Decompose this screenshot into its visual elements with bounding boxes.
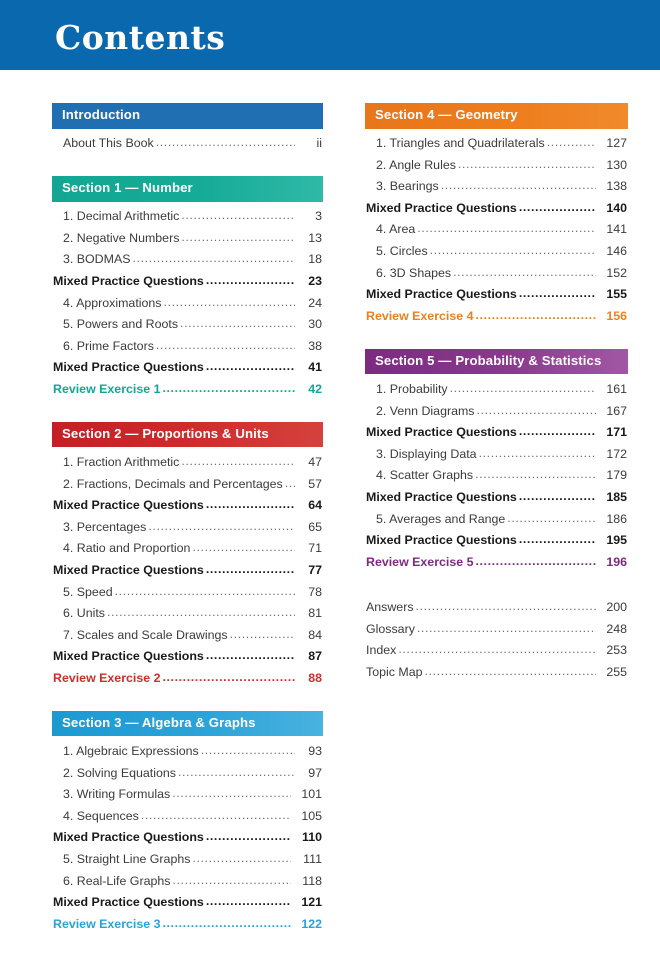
toc-entry-title: 4. Sequences xyxy=(63,808,139,823)
toc-entry-page-number: 3 xyxy=(315,209,322,224)
toc-entry[interactable] xyxy=(365,640,628,662)
toc-entry-page-number: 248 xyxy=(606,621,627,636)
toc-entry-title: 1. Triangles and Quadrilaterals xyxy=(376,136,545,151)
toc-entry-title: 3. BODMAS xyxy=(63,252,131,267)
toc-entry[interactable] xyxy=(365,197,628,219)
toc-entry-title: Mixed Practice Questions xyxy=(53,649,204,664)
toc-entry-page-number: 97 xyxy=(308,765,322,780)
contents-page xyxy=(0,70,660,931)
dot-leader xyxy=(201,744,295,756)
toc-entry-title: Review Exercise 5 xyxy=(366,554,474,569)
toc-entry-title: Mixed Practice Questions xyxy=(366,200,517,215)
dot-leader xyxy=(107,606,295,618)
toc-entry[interactable] xyxy=(52,270,323,292)
toc-entry[interactable] xyxy=(365,176,628,198)
toc-section-section-3 xyxy=(52,711,323,935)
dot-leader xyxy=(475,468,596,480)
toc-entry-title: 2. Solving Equations xyxy=(63,765,176,780)
dot-leader xyxy=(192,852,291,864)
toc-entry[interactable] xyxy=(52,335,323,357)
toc-entry-page-number: 42 xyxy=(308,381,322,396)
toc-entry-title: 6. Units xyxy=(63,606,106,621)
toc-entry-page-number: 255 xyxy=(606,665,627,680)
section-heading-bar[interactable]: Section 3 — Algebra & Graphs xyxy=(52,711,323,737)
section-entry-list xyxy=(365,129,628,327)
toc-entry-title: Mixed Practice Questions xyxy=(53,895,204,910)
dot-leader xyxy=(441,179,596,191)
toc-entry[interactable] xyxy=(52,133,323,155)
toc-entry[interactable] xyxy=(52,913,323,935)
dot-leader xyxy=(430,244,596,256)
toc-entry-page-number: 155 xyxy=(606,287,627,302)
toc-entry[interactable] xyxy=(365,305,628,327)
toc-entry[interactable] xyxy=(52,784,323,806)
section-entry-list xyxy=(52,129,323,155)
dot-leader xyxy=(519,201,596,213)
dot-leader xyxy=(519,425,596,437)
toc-entry-page-number: 156 xyxy=(606,308,627,323)
toc-entry-title: Review Exercise 2 xyxy=(53,670,161,685)
toc-entry-page-number: 77 xyxy=(308,563,322,577)
toc-entry-title: 4. Scatter Graphs xyxy=(376,468,474,483)
toc-entry-title: 6. Real-Life Graphs xyxy=(63,873,171,888)
toc-entry-page-number: 18 xyxy=(308,252,322,267)
toc-entry-page-number: 30 xyxy=(308,317,322,332)
toc-entry[interactable] xyxy=(365,378,628,400)
toc-entry-page-number: 146 xyxy=(606,244,627,259)
dot-leader xyxy=(164,296,296,308)
toc-entry-title: 6. 3D Shapes xyxy=(376,265,452,280)
toc-entry-page-number: 167 xyxy=(606,403,627,418)
toc-entry[interactable] xyxy=(52,667,323,689)
toc-entry[interactable] xyxy=(52,870,323,892)
toc-section-section-2 xyxy=(52,422,323,689)
dot-leader xyxy=(475,555,596,567)
toc-entry-title: 3. Displaying Data xyxy=(376,446,477,461)
dot-leader xyxy=(156,339,295,351)
toc-entry[interactable] xyxy=(52,646,323,668)
toc-entry-page-number: 186 xyxy=(606,511,627,526)
dot-leader xyxy=(180,317,295,329)
toc-entry-page-number: 152 xyxy=(606,265,627,280)
dot-leader xyxy=(519,490,596,502)
dot-leader xyxy=(450,382,596,394)
dot-leader xyxy=(181,455,295,467)
toc-entry-page-number: 161 xyxy=(606,381,627,396)
dot-leader xyxy=(115,585,295,597)
dot-leader xyxy=(206,830,291,842)
toc-entry[interactable] xyxy=(52,805,323,827)
toc-entry-title: 4. Ratio and Proportion xyxy=(63,541,191,556)
dot-leader xyxy=(547,136,596,148)
section-heading-bar[interactable]: Section 5 — Probability & Statistics xyxy=(365,349,628,375)
toc-entry[interactable] xyxy=(52,762,323,784)
toc-entry-title: 4. Area xyxy=(376,222,416,237)
toc-entry-page-number: 105 xyxy=(301,808,322,823)
toc-entry-page-number: 57 xyxy=(308,476,322,491)
toc-entry-page-number: 71 xyxy=(308,541,322,556)
toc-entry[interactable] xyxy=(365,486,628,508)
dot-leader xyxy=(132,252,295,264)
toc-entry-title: 1. Decimal Arithmetic xyxy=(63,209,180,224)
toc-entry-title: Mixed Practice Questions xyxy=(366,489,517,504)
dot-leader xyxy=(417,222,596,234)
toc-entry-title: 2. Angle Rules xyxy=(376,157,456,172)
toc-entry-page-number: 41 xyxy=(308,360,322,375)
masthead-banner xyxy=(0,0,660,70)
toc-entry-title: Answers xyxy=(366,600,414,615)
toc-entry-title: 1. Algebraic Expressions xyxy=(63,744,199,759)
toc-entry-page-number: 127 xyxy=(606,136,627,151)
section-heading-bar[interactable]: Section 2 — Proportions & Units xyxy=(52,422,323,448)
toc-entry-title: Topic Map xyxy=(366,665,423,680)
toc-entry-title: 5. Powers and Roots xyxy=(63,317,179,332)
dot-leader xyxy=(424,665,596,677)
dot-leader xyxy=(162,671,295,683)
contents-left-column xyxy=(52,103,323,957)
toc-entry[interactable] xyxy=(52,249,323,271)
toc-entry-page-number: 195 xyxy=(606,533,627,548)
dot-leader xyxy=(178,766,295,778)
toc-entry-page-number: 93 xyxy=(308,744,322,759)
toc-entry-title: 5. Circles xyxy=(376,244,428,259)
toc-entry-page-number: 140 xyxy=(606,200,627,215)
toc-entry-page-number: 118 xyxy=(302,873,322,888)
toc-entry-page-number: 141 xyxy=(606,222,627,237)
toc-entry-page-number: 47 xyxy=(308,455,322,470)
dot-leader xyxy=(453,266,596,278)
toc-entry-title: 5. Speed xyxy=(63,584,113,599)
toc-entry[interactable] xyxy=(365,443,628,465)
toc-entry-page-number: 122 xyxy=(301,916,322,931)
toc-entry[interactable] xyxy=(52,378,323,400)
toc-entry[interactable] xyxy=(52,227,323,249)
dot-leader xyxy=(416,600,596,612)
toc-entry[interactable] xyxy=(52,473,323,495)
toc-entry-title: 3. Bearings xyxy=(376,179,439,194)
toc-entry-page-number: 101 xyxy=(301,787,322,802)
toc-entry-page-number: 138 xyxy=(606,179,627,194)
dot-leader xyxy=(172,787,291,799)
toc-entry[interactable] xyxy=(52,495,323,517)
toc-entry-title: Review Exercise 4 xyxy=(366,308,474,323)
toc-entry[interactable] xyxy=(52,206,323,228)
dot-leader xyxy=(398,643,596,655)
toc-entry[interactable] xyxy=(52,624,323,646)
toc-entry-title: About This Book xyxy=(63,136,154,151)
toc-entry[interactable] xyxy=(52,314,323,336)
section-heading-bar[interactable]: Introduction xyxy=(52,103,323,129)
dot-leader xyxy=(162,917,291,929)
toc-section-introduction xyxy=(52,103,323,154)
toc-entry-page-number: 253 xyxy=(606,643,627,658)
dot-leader xyxy=(162,382,295,394)
toc-entry[interactable] xyxy=(365,508,628,530)
toc-entry[interactable] xyxy=(52,848,323,870)
toc-entry-title: Mixed Practice Questions xyxy=(53,273,204,288)
toc-entry[interactable] xyxy=(365,262,628,284)
dot-leader xyxy=(475,309,596,321)
dot-leader xyxy=(458,158,596,170)
toc-entry[interactable] xyxy=(365,133,628,155)
section-entry-list xyxy=(52,202,323,400)
toc-entry[interactable] xyxy=(52,827,323,849)
toc-entry[interactable] xyxy=(365,551,628,573)
dot-leader xyxy=(206,274,295,286)
toc-entry-title: Mixed Practice Questions xyxy=(53,360,204,375)
toc-entry[interactable] xyxy=(365,284,628,306)
dot-leader xyxy=(192,541,295,553)
dot-leader xyxy=(206,360,295,372)
toc-entry[interactable] xyxy=(365,240,628,262)
toc-entry[interactable] xyxy=(365,618,628,640)
toc-entry-title: 2. Negative Numbers xyxy=(63,230,180,245)
toc-entry-title: Mixed Practice Questions xyxy=(366,287,517,302)
toc-entry-title: 2. Venn Diagrams xyxy=(376,403,475,418)
toc-entry-page-number: 179 xyxy=(606,468,627,483)
toc-entry-title: 2. Fractions, Decimals and Percentages xyxy=(63,476,283,491)
toc-entry-title: Review Exercise 3 xyxy=(53,916,161,931)
toc-entry[interactable] xyxy=(365,661,628,683)
dot-leader xyxy=(156,136,295,148)
dot-leader xyxy=(477,404,597,416)
toc-entry-title: 4. Approximations xyxy=(63,295,162,310)
toc-entry-page-number: 87 xyxy=(308,649,322,664)
toc-entry-title: 3. Percentages xyxy=(63,519,147,534)
toc-entry-title: Index xyxy=(366,643,397,658)
toc-entry-title: 3. Writing Formulas xyxy=(63,787,171,802)
toc-entry-page-number: 24 xyxy=(308,295,322,310)
toc-entry-title: Glossary xyxy=(366,621,415,636)
toc-section-section-1 xyxy=(52,176,323,400)
toc-entry-title: 6. Prime Factors xyxy=(63,338,154,353)
toc-section-section-5 xyxy=(365,349,628,573)
back-matter-list xyxy=(365,597,628,683)
toc-entry-page-number: 38 xyxy=(308,338,322,353)
toc-entry-title: 1. Fraction Arithmetic xyxy=(63,455,180,470)
toc-entry-page-number: 130 xyxy=(606,157,627,172)
dot-leader xyxy=(519,287,596,299)
dot-leader xyxy=(206,649,295,661)
toc-entry-page-number: 110 xyxy=(302,830,322,845)
section-entry-list xyxy=(52,447,323,689)
toc-entry-page-number: 84 xyxy=(308,627,322,642)
section-heading-bar[interactable]: Section 4 — Geometry xyxy=(365,103,628,129)
toc-entry-title: Mixed Practice Questions xyxy=(53,563,204,577)
toc-entry-page-number: 65 xyxy=(308,519,322,534)
dot-leader xyxy=(206,563,295,575)
dot-leader xyxy=(172,874,291,886)
toc-entry-page-number: 121 xyxy=(301,895,322,910)
section-heading-bar[interactable]: Section 1 — Number xyxy=(52,176,323,202)
toc-entry-title: 7. Scales and Scale Drawings xyxy=(63,627,228,642)
toc-entry[interactable] xyxy=(365,465,628,487)
toc-entry[interactable] xyxy=(365,597,628,619)
dot-leader xyxy=(507,512,596,524)
toc-entry[interactable] xyxy=(52,581,323,603)
dot-leader xyxy=(206,895,291,907)
toc-entry-page-number: 200 xyxy=(606,600,627,615)
toc-entry-page-number: 81 xyxy=(308,606,322,621)
toc-entry[interactable] xyxy=(52,538,323,560)
toc-entry-title: Mixed Practice Questions xyxy=(53,498,204,513)
contents-right-column xyxy=(365,103,628,683)
toc-entry-title: Mixed Practice Questions xyxy=(366,425,517,440)
toc-entry-page-number: ii xyxy=(316,136,322,151)
toc-entry[interactable] xyxy=(52,516,323,538)
toc-entry-page-number: 185 xyxy=(606,489,627,504)
toc-entry-page-number: 196 xyxy=(606,554,627,569)
toc-entry-page-number: 64 xyxy=(308,498,322,513)
toc-entry-title: Mixed Practice Questions xyxy=(53,830,204,845)
toc-entry[interactable] xyxy=(365,530,628,552)
toc-entry-title: Review Exercise 1 xyxy=(53,381,161,396)
toc-entry[interactable] xyxy=(52,357,323,379)
section-entry-list xyxy=(365,374,628,572)
dot-leader xyxy=(148,520,295,532)
dot-leader xyxy=(181,231,295,243)
dot-leader xyxy=(206,498,295,510)
toc-entry[interactable] xyxy=(365,400,628,422)
toc-entry-title: 5. Straight Line Graphs xyxy=(63,852,191,867)
toc-entry[interactable] xyxy=(365,219,628,241)
toc-entry[interactable] xyxy=(365,154,628,176)
toc-entry[interactable] xyxy=(52,292,323,314)
dot-leader xyxy=(181,209,295,221)
dot-leader xyxy=(417,622,596,634)
toc-entry-title: 1. Probability xyxy=(376,381,448,396)
toc-entry[interactable] xyxy=(365,422,628,444)
toc-entry-title: 5. Averages and Range xyxy=(376,511,506,526)
toc-section-section-4 xyxy=(365,103,628,327)
toc-entry-page-number: 78 xyxy=(308,584,322,599)
toc-entry-title: Mixed Practice Questions xyxy=(366,533,517,548)
dot-leader xyxy=(230,628,295,640)
toc-entry-page-number: 88 xyxy=(308,670,322,685)
toc-entry-page-number: 23 xyxy=(308,273,322,288)
toc-entry[interactable] xyxy=(52,451,323,473)
toc-entry-page-number: 171 xyxy=(606,425,627,440)
toc-entry[interactable] xyxy=(52,892,323,914)
dot-leader xyxy=(519,533,596,545)
toc-entry-page-number: 13 xyxy=(308,230,322,245)
dot-leader xyxy=(141,809,291,821)
toc-entry-page-number: 111 xyxy=(303,852,322,867)
section-entry-list xyxy=(52,736,323,934)
toc-entry[interactable] xyxy=(52,603,323,625)
page-title: Contents xyxy=(55,18,226,57)
dot-leader xyxy=(285,477,295,489)
toc-entry[interactable] xyxy=(52,559,323,581)
toc-entry-page-number: 172 xyxy=(606,446,627,461)
toc-entry[interactable] xyxy=(52,740,323,762)
dot-leader xyxy=(479,447,596,459)
